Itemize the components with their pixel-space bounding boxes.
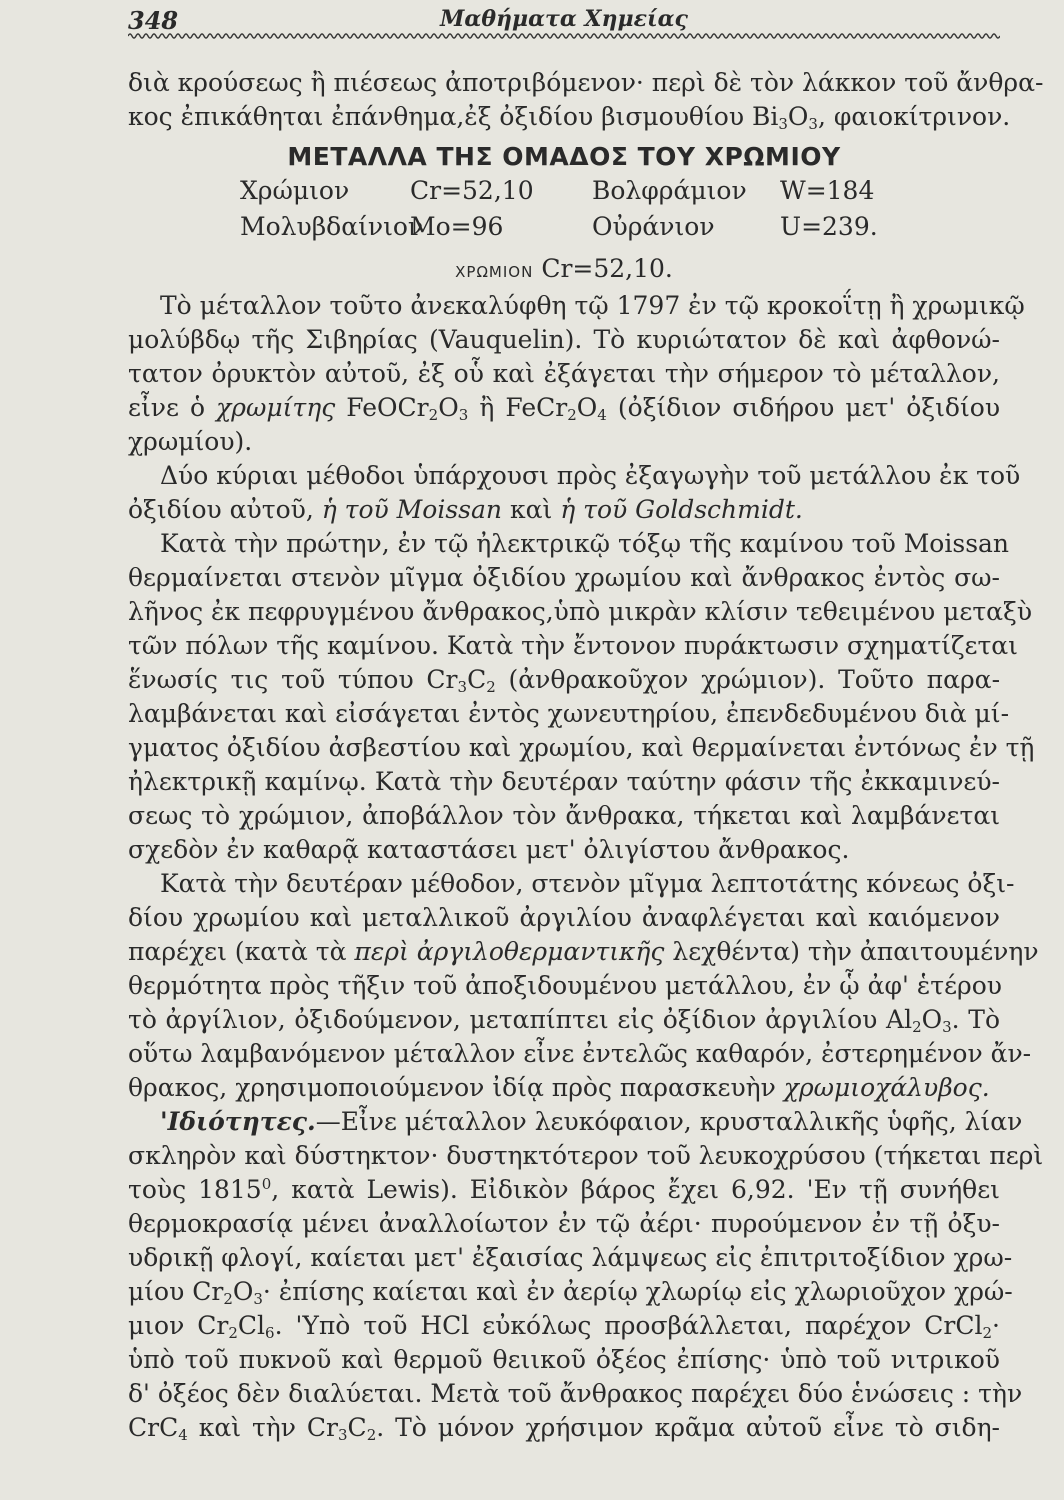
subheading-label: ΧΡΩΜΙΟΝ [455, 263, 534, 281]
running-title: Μαθήματα Χημείας [440, 6, 688, 32]
element-name: Οὐράνιον [592, 212, 715, 241]
wavy-rule [128, 32, 1000, 40]
element-value: Mo=96 [410, 212, 504, 241]
elements-row [128, 174, 1000, 210]
section-heading: ΜΕΤΑΛΛΑ ΤΗΣ ΟΜΑΔΟΣ ΤΟΥ ΧΡΩΜΙΟΥ [287, 142, 841, 171]
paragraph-goldschmidt: Κατὰ τὴν δευτέραν μέθοδον, στενὸν μῖγμα λεπτοτάτης κόνεως ὀξι- δίου χρωμίου καὶ μεταλλικοῦ ἀργιλίου ἀναφλέγεται καὶ καιόμενον παρέχει (κατὰ τὰ περὶ ἀργιλοθερμαντικῆς λεχθέντα) τὴν ἀπαιτουμένην θερμότητα πρὸς τῆξιν τοῦ ἀποξιδουμένου μετάλλου, ἐν ᾧ ἀφ' ἑτέρου τὸ ἀργίλιον, ὀξιδούμενον, μεταπίπτει εἰς ὀξίδιον ἀργιλίου $Al_2O_3$. Τὸ οὕτω λαμβανόμενον μέταλλον εἶνε ἐντελῶς καθαρόν, ἐστερημένον ἄν- θρακος, χρησιμοποιούμενον ἰδίᾳ πρὸς παρασκευὴν χρωμιοχάλυβος. [128, 869, 1039, 1102]
element-value: W=184 [780, 176, 875, 205]
subheading [128, 252, 1000, 289]
elements-row [128, 210, 1000, 246]
element-value: U=239. [780, 212, 878, 241]
page-number: 348 [128, 6, 179, 35]
intro-line: διὰ κρούσεως ἢ πιέσεως ἀποτριβόμενον· περὶ δὲ τὸν λάκκον τοῦ ἄνθρα- [128, 68, 1044, 97]
element-name: Μολυβδαίνιον [240, 212, 424, 241]
properties-heading: 'Ιδιότητες. [160, 1107, 316, 1136]
paragraph-moissan: Κατὰ τὴν πρώτην, ἐν τῷ ἠλεκτρικῷ τόξῳ τῆς καμίνου τοῦ Moissan θερμαίνεται στενὸν μῖγμα ὀξιδίου χρωμίου καὶ ἄνθρακος ἐντὸς σω- λῆνος ἐκ πεφρυγμένου ἄνθρακος,ὑπὸ μικρὰν κλίσιν τεθειμένου μεταξὺ τῶν πόλων τῆς καμίνου. Κατὰ τὴν ἔντονον πυράκτωσιν σχηματίζεται ἕνωσίς τις τοῦ τύπου $Cr_3C_2$ (ἀνθρακοῦχον χρώμιον). Τοῦτο παρα- λαμβάνεται καὶ εἰσάγεται ἐντὸς χωνευτηρίου, ἐπενδεδυμένου διὰ μί- γματος ὀξιδίου ἀσβεστίου καὶ χρωμίου, καὶ θερμαίνεται ἐντόνως ἐν τῇ ἠλεκτρικῇ καμίνῳ. Κατὰ τὴν δευτέραν ταύτην φάσιν τῆς ἐκκαμινεύ- σεως τὸ χρώμιον, ἀποβάλλον τὸν ἄνθρακα, τήκεται καὶ λαμβάνεται σχεδὸν ἐν καθαρᾷ καταστάσει μετ' ὀλιγίστου ἄνθρακος. [128, 529, 1035, 864]
element-value: Cr=52,10 [410, 176, 534, 205]
element-name: Χρώμιον [240, 176, 350, 205]
paragraph-discovery: Τὸ μέταλλον τοῦτο ἀνεκαλύφθη τῷ 1797 ἐν τῷ κροκοΐτῃ ἢ χρωμικῷ μολύβδῳ τῆς Σιβηρίας (Vauquelin). Τὸ κυριώτατον δὲ καὶ ἀφθονώ- τατον ὀρυκτὸν αὐτοῦ, ἐξ οὗ καὶ ἐξάγεται τὴν σήμερον τὸ μέταλλον, εἶνε ὁ χρωμίτης $FeOCr_2O_3$ ἢ $FeCr_2O_4$ (ὀξίδιον σιδήρου μετ' ὀξιδίου χρωμίου). [128, 291, 1025, 456]
intro-line: κος ἐπικάθηται ἐπάνθημα,ἐξ ὀξιδίου βισμουθίου $Bi_3O_3$, φαιοκίτρινον. [128, 102, 1011, 133]
page-body [128, 66, 1044, 1445]
subheading-formula: Cr=52,10. [541, 254, 673, 283]
element-name: Βολφράμιον [592, 176, 747, 205]
running-head [128, 2, 1000, 42]
paragraph-properties: 'Ιδιότητες.—Εἶνε μέταλλον λευκόφαιον, κρυσταλλικῆς ὑφῆς, λίαν σκληρὸν καὶ δύστηκτον· δυστηκτότερον τοῦ λευκοχρύσου (τήκεται περὶ τοὺς 1815$^0$, κατὰ Lewis). Εἰδικὸν βάρος ἔχει 6,92. 'Εν τῇ συνήθει θερμοκρασίᾳ μένει ἀναλλοίωτον ἐν τῷ ἀέρι· πυρούμενον ἐν τῇ ὀξυ- υδρικῇ φλογί, καίεται μετ' ἐξαισίας λάμψεως εἰς ἐπιτριτοξίδιον χρω- μίου $Cr_2O_3\cdot$ ἐπίσης καίεται καὶ ἐν ἀερίῳ χλωρίῳ εἰς χλωριοῦχον χρώ- μιον $Cr_2Cl_6$. 'Υπὸ τοῦ HCl εὐκόλως προσβάλλεται, παρέχον CrCl$_2$· ὑπὸ τοῦ πυκνοῦ καὶ θερμοῦ θειικοῦ ὀξέος ἐπίσης· ὑπὸ τοῦ νιτρικοῦ δ' ὀξέος δὲν διαλύεται. Μετὰ τοῦ ἄνθρακος παρέχει δύο ἑνώσεις : τὴν CrC$_4$ καὶ τὴν $Cr_3C_2$. Τὸ μόνον χρήσιμον κρᾶμα αὐτοῦ εἶνε τὸ σιδη- [128, 1107, 1044, 1444]
paragraph-methods: Δύο κύριαι μέθοδοι ὑπάρχουσι πρὸς ἐξαγωγὴν τοῦ μετάλλου ἐκ τοῦ ὀξιδίου αὐτοῦ, ἡ τοῦ Moissan καὶ ἡ τοῦ Goldschmidt. [128, 461, 1021, 524]
